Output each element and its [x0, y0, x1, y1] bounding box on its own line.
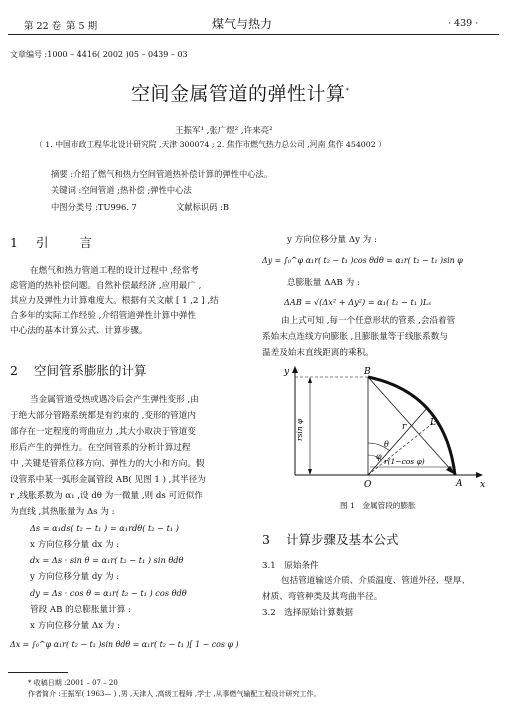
figure-caption: 图 1 金属管段的膨胀 [340, 501, 416, 510]
body-line: 其应力及弹性力计算难度大。根据有关文献 [ 1 ,2 ] ,结 [10, 296, 219, 306]
body-line: 设管系中某一弧形金属管段 AB( 见图 1 ) ,其半径为 [10, 475, 206, 485]
figure-1 [280, 363, 490, 493]
header-rule [8, 34, 499, 35]
body-line: 系始末点连线方向膨胀 ,且膨胀量等于线胀系数与 [262, 332, 448, 342]
footnote-received: * 收稿日期 :2001 – 07 – 20 [28, 679, 118, 687]
label-y: y [284, 367, 290, 377]
label-rcos: r(1−cos φ) [384, 457, 425, 466]
keywords: 关键词 :空间管道 ;热补偿 ;弹性中心法 [51, 185, 192, 195]
page-number: · 439 · [448, 18, 479, 29]
body-line: 合多年的实际工作经验 ,介绍管道弹性计算中弹性 [10, 311, 196, 321]
clc-number: 中图分类号 :TU996. 7 [51, 202, 137, 212]
equation-Dx: Δx = ∫₀^φ α₁r( t₂ − t₁ )sin θdθ = α₁r( t₂ − t₁ )[ 1 − cos φ ) [10, 640, 239, 649]
header-issue: 第 5 期 [66, 21, 98, 32]
body-line: 虑管道的热补偿问题。自然补偿最经济 ,应用最广 , [10, 281, 202, 291]
body-line: 材质、弯管种类及其弯曲半径。 [262, 592, 383, 602]
journal-name: 煤气与热力 [212, 17, 273, 31]
authors: 王振军¹ ,张广煜² ,许来亮² [175, 126, 273, 136]
label-x: x [480, 480, 486, 490]
body-line: 在燃气和热力管道工程的设计过程中 ,经常考 [30, 266, 199, 276]
label-total: 管段 AB 的总膨胀量计算 : [30, 605, 131, 615]
dim-arrow [308, 377, 312, 383]
title-mark: * [345, 86, 350, 95]
dim-arrow [308, 469, 312, 475]
body-line: 形后产生的弹性力。在空间管系的分析计算过程 [10, 443, 191, 453]
body-line: 温差及始末直线距离的乘积。 [262, 348, 374, 358]
section-2-heading [10, 361, 146, 379]
label-x-Dx: x 方向位移分量 Δx 为 : [30, 621, 120, 631]
label-B: B [364, 367, 371, 377]
equation-dy: dy = Δs · cos θ = α₁r( t₂ − t₁ ) cos θdθ [30, 588, 187, 598]
footnote-author: 作者简介 :王振军( 1963— ) ,男 ,天津人 ,高级工程师 ,学士 ,从事燃气输配工程设计研究工作。 [28, 690, 321, 698]
section-number: 2 [10, 363, 18, 378]
section-number: 3 [262, 532, 270, 547]
subsection-3-1: 3.1 原始条件 [262, 561, 319, 571]
header-volume: 第 22 卷 [24, 21, 62, 32]
body-line: 中心法的基本计算公式、计算步骤。 [10, 326, 148, 336]
label-r: r [402, 422, 407, 432]
equation-ds: Δs = α₁ds( t₂ − t₁ ) = α₁rdθ( t₂ − t₁ ) [30, 523, 180, 533]
title-text: 空间金属管道的弹性计算 [131, 83, 346, 105]
equation-DAB: ΔAB = √(Δx² + Δy²) = α₁( t₂ − t₁ )Lₛ [284, 297, 432, 307]
label-y-Dy: y 方向位移分量 Δy 为 : [287, 235, 377, 245]
section-3-heading [262, 530, 398, 548]
body-line: r ,线胀系数为 α₁ ,设 dθ 为一微量 ,则 ds 可近似作 [10, 491, 203, 501]
label-theta: θ [384, 440, 389, 449]
section-title: 空间管系膨胀的计算 [33, 363, 147, 378]
footnote-rule [8, 672, 68, 673]
label-y-dy: y 方向位移分量 dy 为 : [30, 572, 120, 582]
y-axis-arrow [292, 366, 298, 373]
label-x-dx: x 方向位移分量 dx 为 : [30, 540, 120, 550]
abstract: 摘要 :介绍了燃气和热力空间管道热补偿计算的弹性中心法。 [51, 169, 273, 179]
label-DAB: 总膨胀量 ΔAB 为 : [287, 278, 360, 288]
section-number: 1 [10, 235, 18, 250]
section-title: 计算步骤及基本公式 [285, 532, 399, 547]
body-line: 当金属管道受热或遇冷后会产生弹性变形 ,由 [30, 395, 199, 405]
document-code: 文献标识码 :B [176, 202, 230, 212]
affiliations: （ 1. 中国市政工程华北设计研究院 ,天津 300074 ; 2. 焦作市燃气热力总公司 ,河南 焦作 454002 ） [35, 140, 386, 149]
body-line: 为直线 ,其热胀量为 Δs 为 : [10, 507, 115, 517]
section-1-heading [10, 233, 94, 251]
body-line: 中 ,关键是管系位移方向、弹性力的大小和方向。假 [10, 459, 205, 469]
body-line: 于绝大部分管路系统都是有约束的 ,变形的管道内 [10, 411, 196, 421]
equation-dx: dx = Δs · sin θ = α₁r( t₂ − t₁ ) sin θdθ [30, 555, 184, 565]
label-phi: φ [376, 452, 382, 461]
subsection-3-2: 3.2 选择原始计算数据 [262, 608, 354, 618]
label-O: O [364, 480, 372, 490]
x-axis-arrow [476, 472, 483, 478]
body-line: 由上式可知 ,每一个任意形状的管系 ,会沿着管 [281, 316, 456, 326]
equation-Dy: Δy = ∫₀^φ α₁r( t₂ − t₁ )cos θdθ = α₁r( t₂ − t₁ )sin φ [262, 256, 463, 265]
label-L: L [430, 418, 436, 428]
body-line: 部存在一定程度的弯曲应力 ,其大小取决于管道变 [10, 427, 196, 437]
label-rsin: rsin φ [295, 418, 304, 441]
pipe-expansion-diagram [280, 363, 490, 493]
body-line: 包括管道输送介质、介质温度、管道外径、壁厚、 [281, 576, 471, 586]
section-title: 引 言 [35, 235, 94, 250]
article-title [131, 79, 350, 106]
label-A: A [456, 479, 463, 489]
article-number: 文章编号 :1000 – 4416( 2002 )05 – 0439 – 03 [10, 50, 188, 59]
